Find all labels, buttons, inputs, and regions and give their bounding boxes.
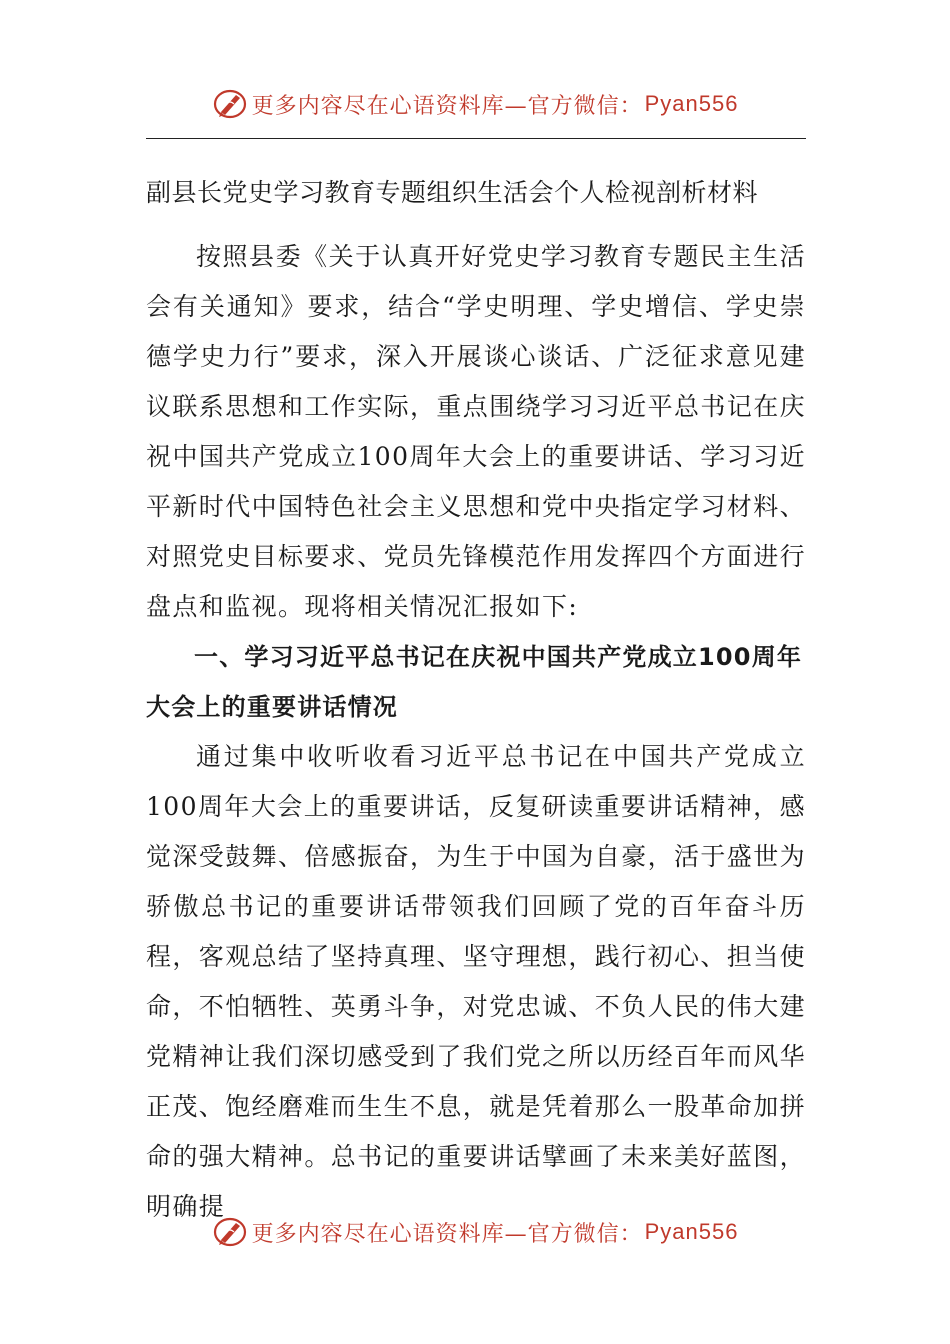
header-divider [146, 138, 806, 139]
pen-logo-icon [212, 1214, 248, 1250]
watermark-wechat-id: Pyan556 [644, 1219, 739, 1244]
section-paragraph: 通过集中收听收看习近平总书记在中国共产党成立100周年大会上的重要讲话，反复研读重要讲话精神，感觉深受鼓舞、倍感振奋，为生于中国为自豪，活于盛世为骄傲总书记的重要讲话带领我们回顾了党的百年奋斗历程，客观总结了坚持真理、坚守理想，践行初心、担当使命，不怕牺牲、英勇斗争，对党忠诚、不负人民的伟大建党精神让我们深切感受到了我们党之所以历经百年而风华正茂、饱经磨难而生生不息，就是凭着那么一股革命加拼命的强大精神。总书记的重要讲话擘画了未来美好蓝图，明确提 [146, 742, 807, 1221]
header-watermark [0, 82, 950, 126]
pen-logo-icon [212, 86, 248, 122]
document-title: 副县长党史学习教育专题组织生活会个人检视剖析材料 [146, 178, 759, 207]
watermark-text: 更多内容尽在心语资料库—官方微信： [251, 93, 643, 119]
footer-watermark [0, 1210, 950, 1254]
watermark-text: 更多内容尽在心语资料库—官方微信： [251, 1221, 643, 1247]
intro-paragraph: 按照县委《关于认真开好党史学习教育专题民主生活会有关通知》要求，结合“学史明理、学史增信、学史崇德学史力行”要求，深入开展谈心谈话、广泛征求意见建议联系思想和工作实际，重点围绕学习习近平总书记在庆祝中国共产党成立100周年大会上的重要讲话、学习习近平新时代中国特色社会主义思想和党中央指定学习材料、对照党史目标要求、党员先锋模范作用发挥四个方面进行盘点和监视。现将相关情况汇报如下: [146, 242, 807, 621]
section-heading: 一、学习习近平总书记在庆祝中国共产党成立100周年大会上的重要讲话情况 [146, 643, 803, 721]
watermark-wechat-id: Pyan556 [644, 91, 739, 116]
document-body [146, 168, 806, 1232]
